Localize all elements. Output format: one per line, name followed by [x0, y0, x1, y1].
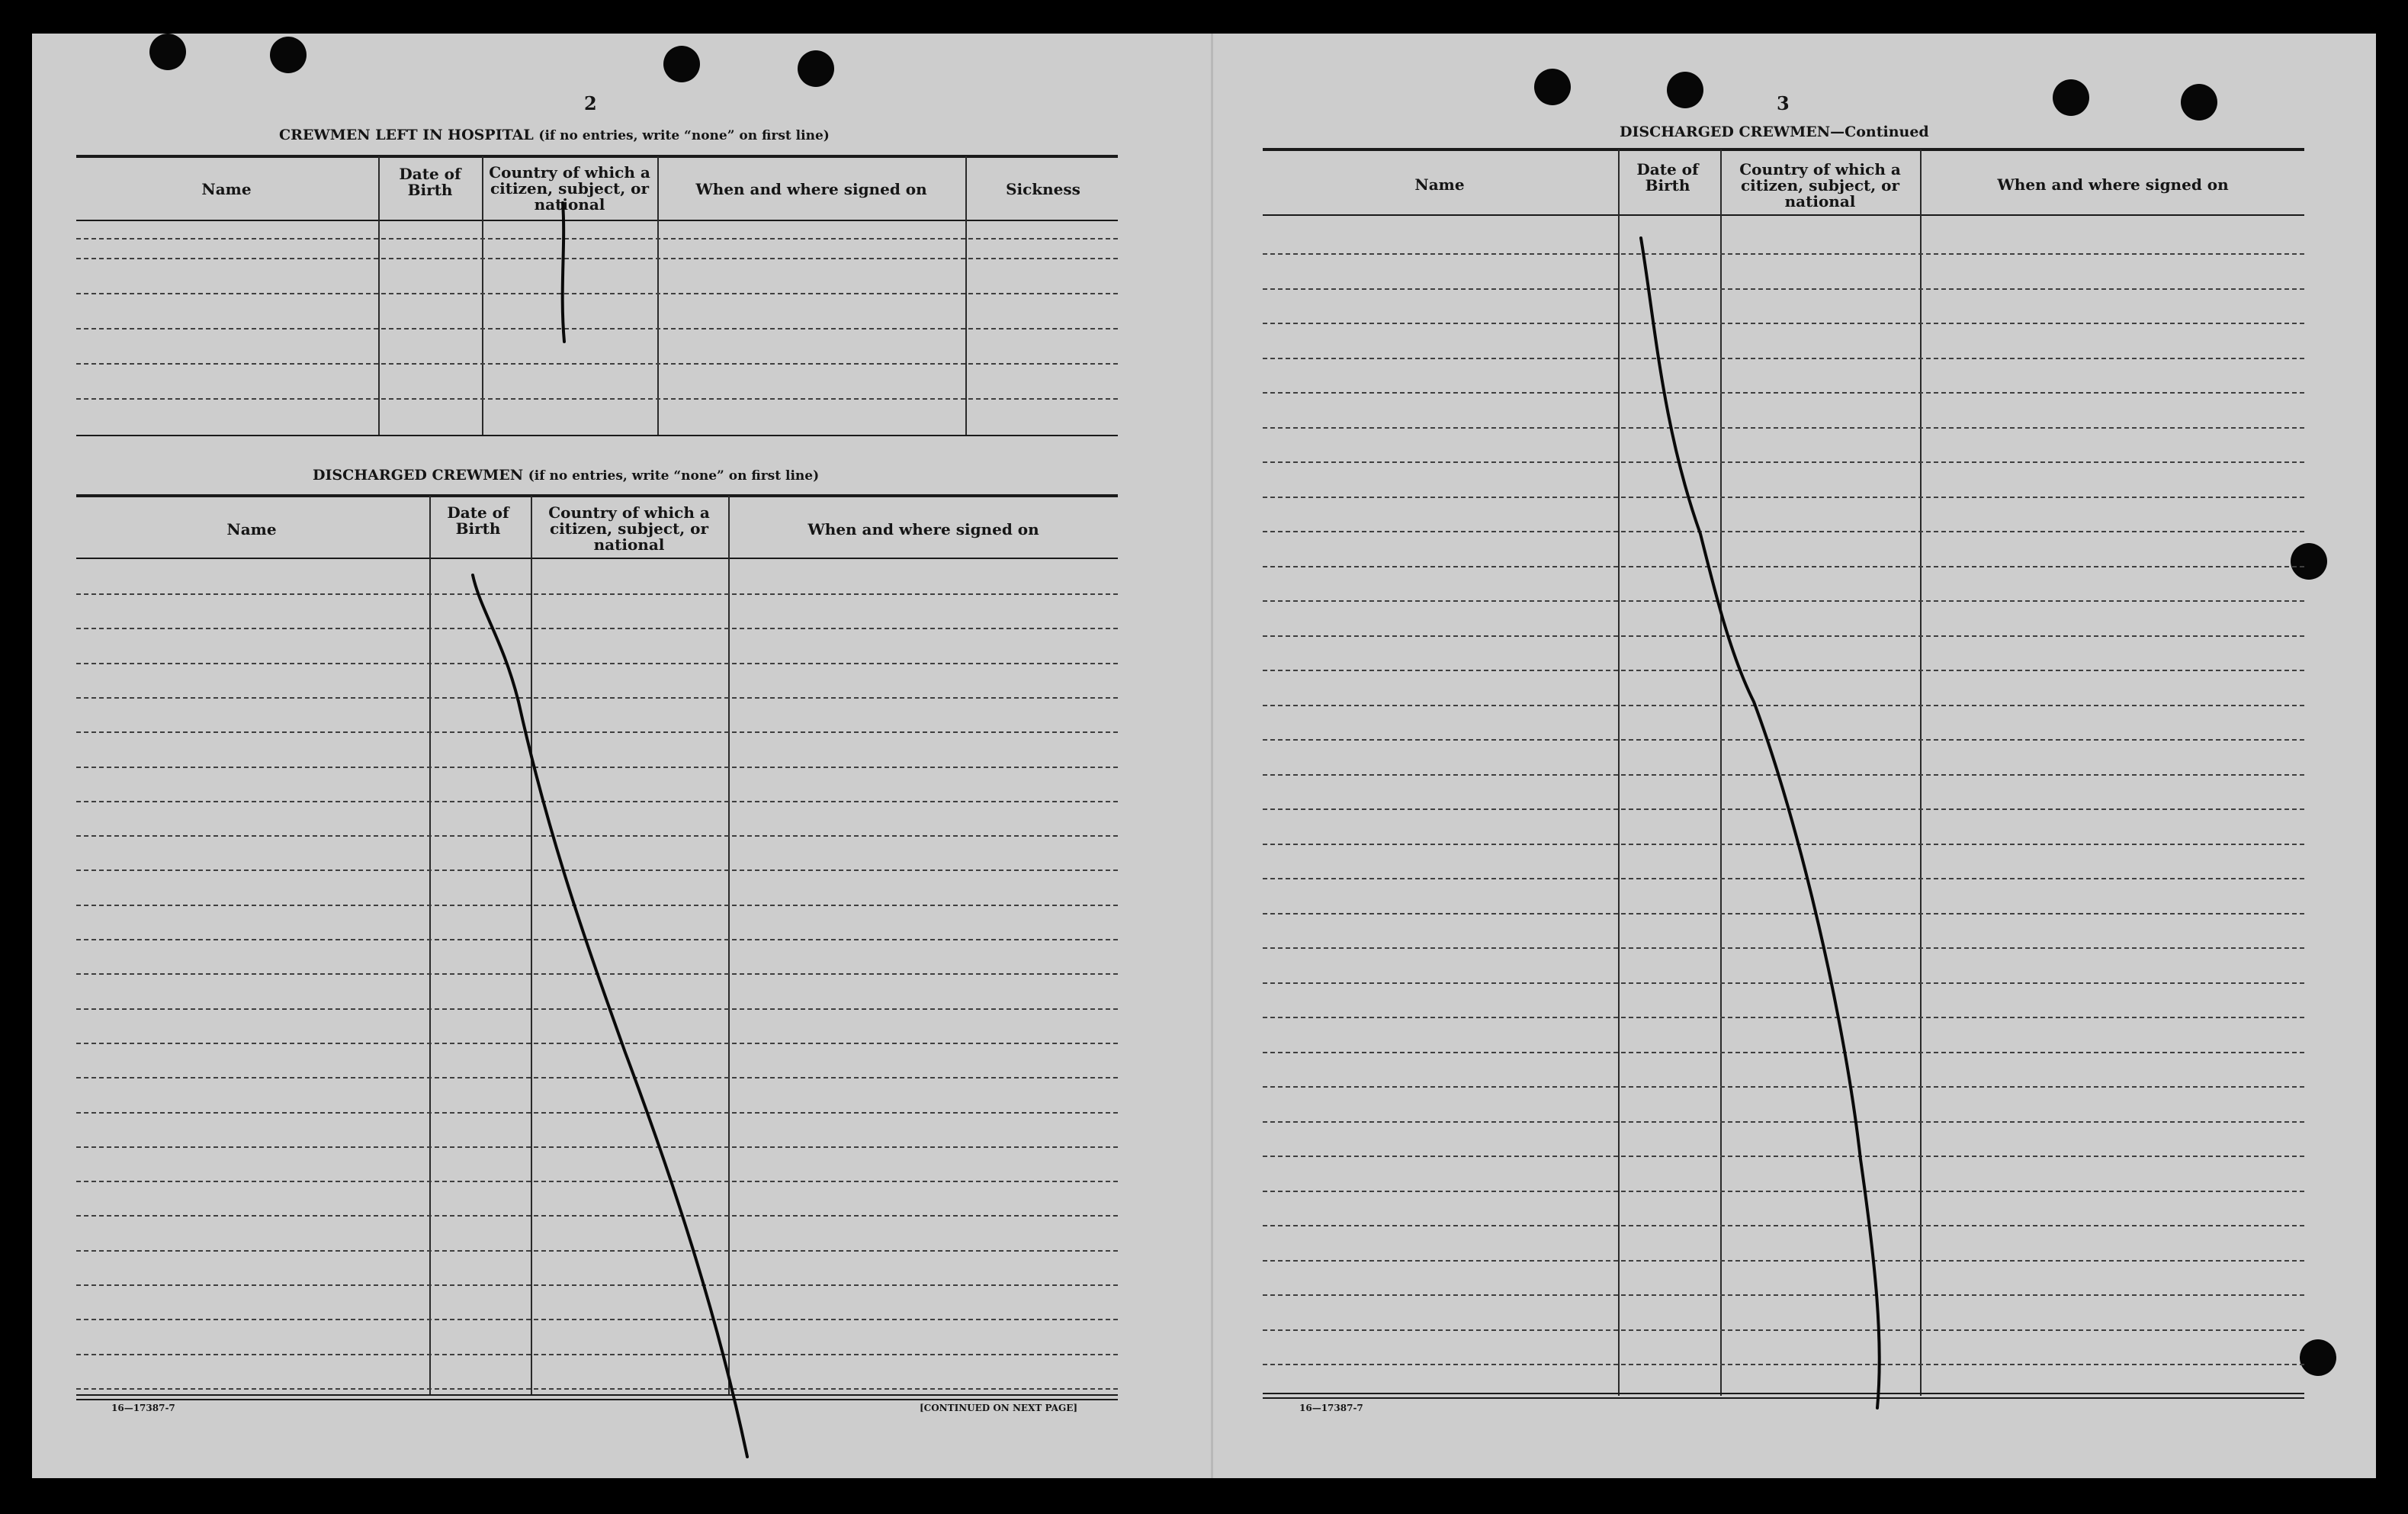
punch-hole [798, 50, 834, 87]
continued-col-dob: Date of Birth [1636, 160, 1699, 194]
entry-line [76, 973, 1118, 975]
entry-line [76, 1077, 1118, 1078]
entry-line [1263, 705, 2304, 706]
entry-line [1263, 1052, 2304, 1053]
discharged-title-note: (if no entries, write “none” on first line) [528, 468, 820, 484]
entry-line [1263, 913, 2304, 915]
entry-line [76, 1250, 1118, 1252]
continued-col-divider [1920, 149, 1922, 1396]
entry-line [76, 835, 1118, 837]
entry-line [1263, 1191, 2304, 1192]
entry-line [76, 1319, 1118, 1320]
punch-hole [270, 37, 307, 73]
continued-table-top-rule [1263, 148, 2304, 151]
discharged-col-divider [728, 496, 730, 1396]
right-form-page [1211, 34, 2376, 1478]
hospital-entry-line [76, 293, 1118, 294]
discharged-col-dob: Date of Birth [447, 503, 509, 538]
discharged-col-divider [531, 496, 532, 1396]
entry-line [1263, 1086, 2304, 1088]
entry-line [1263, 566, 2304, 567]
entry-line [76, 697, 1118, 699]
discharged-continued-title: DISCHARGED CREWMEN—Continued [1620, 124, 1929, 140]
discharged-col-divider [429, 496, 431, 1396]
hospital-col-divider [965, 156, 967, 436]
discharged-col-country: Country of which a citizen, subject, or national [548, 503, 710, 554]
hospital-col-divider [482, 156, 483, 436]
entry-line [76, 1043, 1118, 1044]
entry-line [76, 1388, 1118, 1390]
entry-line [1263, 844, 2304, 845]
entry-line [1263, 947, 2304, 949]
entry-line [76, 593, 1118, 595]
hospital-entry-line [76, 258, 1118, 259]
entry-line [1263, 1225, 2304, 1226]
entry-line [76, 1112, 1118, 1114]
discharged-title-text: DISCHARGED CREWMEN [313, 467, 524, 484]
entry-line [1263, 253, 2304, 255]
entry-line [1263, 1121, 2304, 1123]
discharged-table-bottom-rule [76, 1394, 1118, 1396]
form-number: 16—17387-7 [111, 1403, 175, 1413]
entry-line [1263, 531, 2304, 532]
continued-table-header-rule [1263, 214, 2304, 216]
hospital-col-name: Name [201, 180, 252, 198]
discharged-table-top-rule [76, 494, 1118, 497]
hospital-table-bottom-rule [76, 435, 1118, 436]
entry-line [76, 1008, 1118, 1010]
entry-line [1263, 600, 2304, 602]
punch-hole [1667, 72, 1703, 108]
entry-line [76, 1146, 1118, 1148]
entry-line [1263, 1017, 2304, 1018]
continued-note: [CONTINUED ON NEXT PAGE] [920, 1403, 1078, 1413]
hospital-section-title [279, 128, 830, 143]
entry-line [1263, 635, 2304, 637]
continued-table-bottom-rule [1263, 1393, 2304, 1394]
entry-line [76, 731, 1118, 733]
page-fold [1211, 34, 1213, 1478]
entry-line [76, 1181, 1118, 1182]
discharged-col-name: Name [226, 520, 277, 538]
continued-col-name: Name [1414, 175, 1465, 194]
punch-hole [149, 34, 186, 70]
entry-line [1263, 497, 2304, 498]
entry-line [76, 1215, 1118, 1217]
form-number: 16—17387-7 [1299, 1403, 1363, 1413]
entry-line [1263, 1329, 2304, 1331]
entry-line [1263, 1260, 2304, 1262]
entry-line [76, 1354, 1118, 1355]
hospital-table-top-rule [76, 155, 1118, 158]
hospital-entry-line [76, 363, 1118, 365]
entry-line [1263, 392, 2304, 394]
entry-line [1263, 288, 2304, 290]
entry-line [1263, 461, 2304, 463]
entry-line [76, 801, 1118, 802]
continued-col-country: Country of which a citizen, subject, or national [1739, 160, 1901, 211]
entry-line [1263, 670, 2304, 671]
discharged-section-title [313, 468, 819, 483]
entry-line [1263, 358, 2304, 359]
continued-col-divider [1720, 149, 1722, 1396]
entry-line [1263, 774, 2304, 776]
hospital-table-header-rule [76, 220, 1118, 221]
entry-line [1263, 323, 2304, 324]
hospital-col-divider [378, 156, 380, 436]
hospital-col-country: Country of which a citizen, subject, or national [489, 163, 650, 214]
discharged-col-when-where: When and where signed on [807, 520, 1039, 538]
entry-line [76, 870, 1118, 871]
page-number: 2 [584, 92, 597, 114]
entry-line [76, 663, 1118, 664]
entry-line [1263, 808, 2304, 810]
hospital-title-text: CREWMEN LEFT IN HOSPITAL [279, 127, 534, 143]
hospital-col-dob: Date of Birth [399, 165, 461, 199]
entry-line [76, 905, 1118, 906]
entry-line [1263, 878, 2304, 879]
hospital-col-divider [657, 156, 659, 436]
punch-hole [2053, 79, 2089, 116]
page-number: 3 [1777, 92, 1790, 114]
left-form-page [32, 34, 1212, 1478]
entry-line [1263, 427, 2304, 429]
entry-line [1263, 1364, 2304, 1365]
discharged-table-bottom-rule [76, 1399, 1118, 1400]
punch-hole [1534, 69, 1571, 105]
hospital-title-note: (if no entries, write “none” on first line) [538, 128, 830, 143]
discharged-table-header-rule [76, 558, 1118, 559]
entry-line [76, 628, 1118, 629]
entry-line [1263, 982, 2304, 984]
hospital-entry-line [76, 398, 1118, 400]
entry-line [76, 939, 1118, 940]
punch-hole [2300, 1339, 2336, 1376]
entry-line [1263, 1294, 2304, 1296]
entry-line [1263, 1156, 2304, 1157]
continued-col-divider [1618, 149, 1620, 1396]
entry-line [76, 767, 1118, 768]
entry-line [76, 1284, 1118, 1286]
punch-hole [2291, 543, 2327, 580]
hospital-entry-line [76, 238, 1118, 239]
hospital-entry-line [76, 328, 1118, 329]
continued-col-when-where: When and where signed on [1997, 175, 2229, 194]
hospital-col-sickness: Sickness [1006, 180, 1080, 198]
hospital-col-when-where: When and where signed on [695, 180, 927, 198]
punch-hole [663, 46, 700, 82]
continued-table-bottom-rule [1263, 1397, 2304, 1399]
punch-hole [2181, 84, 2217, 121]
entry-line [1263, 739, 2304, 741]
